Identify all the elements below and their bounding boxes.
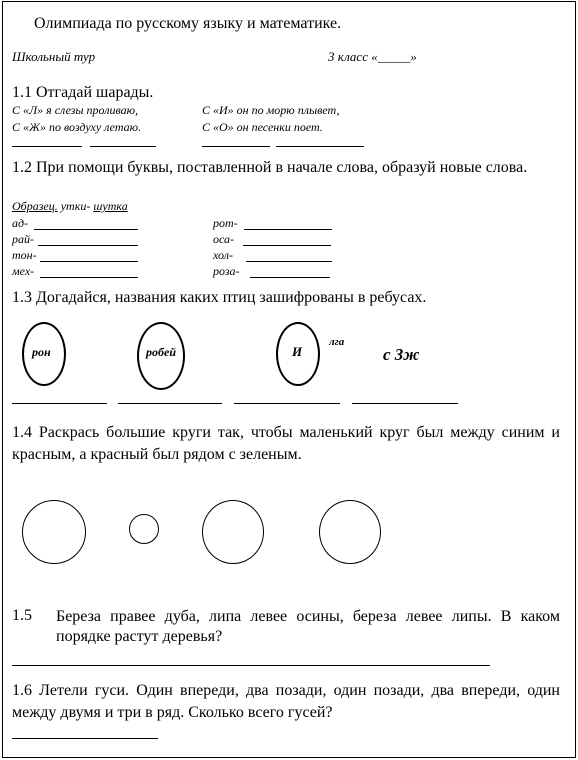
q5-number: 1.5 — [12, 607, 32, 624]
q1-answer-line-3[interactable] — [202, 146, 270, 147]
q3-answer-line-1[interactable] — [12, 403, 107, 404]
q1-line2b: С «О» он песенки поет. — [202, 120, 323, 134]
q3-text: 1.3 Догадайся, названия каких птиц зашифрованы в ребусах. — [12, 289, 427, 306]
q2-text: 1.2 При помощи буквы, поставленной в начале слова, образуй новые слова. — [12, 159, 528, 176]
big-circle-1[interactable] — [22, 500, 86, 564]
q3-answer-line-3[interactable] — [234, 403, 340, 404]
page-title: Олимпиада по русскому языку и математике. — [34, 15, 342, 32]
rebus-3-text: И — [292, 344, 303, 359]
example-word: шутка — [93, 199, 128, 213]
grade-label: 3 класс «_____» — [328, 49, 417, 64]
q2-row4-left: мех- — [12, 264, 35, 278]
big-circle-3[interactable] — [319, 500, 381, 564]
q2-row2-right-line[interactable] — [243, 245, 331, 246]
q1-title: 1.1 Отгадай шарады. — [12, 84, 154, 101]
q1-answer-line-1[interactable] — [12, 146, 82, 147]
example-mid: утки- — [57, 199, 94, 213]
q2-row1-right-line[interactable] — [244, 229, 332, 230]
q5-answer-line[interactable] — [12, 665, 490, 666]
q2-row3-right-line[interactable] — [246, 261, 332, 262]
q2-row4-right-line[interactable] — [250, 277, 330, 278]
q1-answer-line-4[interactable] — [276, 146, 364, 147]
example-label: Образец. — [12, 199, 58, 213]
rebus-2-text: робей — [146, 345, 176, 359]
q6-text: 1.6 Летели гуси. Один впереди, два позади, один позади, два впереди, один между двумя и три в ряд. Сколько всего гусей? — [12, 682, 560, 721]
q6-answer-line[interactable] — [12, 738, 158, 739]
small-circle — [129, 514, 159, 544]
big-circle-2[interactable] — [202, 500, 264, 564]
rebus-1-text: рон — [32, 345, 51, 359]
q5-text: Береза правее дуба, липа левее осины, береза левее липы. В каком порядке растут деревья? — [56, 608, 560, 645]
rebus-4-text: с 3ж — [383, 345, 420, 364]
q2-row3-left: тон- — [12, 248, 37, 262]
q3-answer-line-2[interactable] — [118, 403, 222, 404]
q2-row1-right: рот- — [213, 216, 238, 230]
q1-line2a: С «Ж» по воздуху летаю. — [12, 120, 142, 134]
rebus-3-suffix: лга — [329, 336, 345, 348]
q1-line1b: С «И» он по морю плывет, — [202, 103, 340, 117]
q2-row4-right: роза- — [213, 264, 240, 278]
q2-row1-left: ад- — [12, 216, 29, 230]
q2-row3-right: хол- — [213, 248, 233, 262]
q1-line1a: С «Л» я слезы проливаю, — [12, 103, 139, 117]
q2-row2-left-line[interactable] — [38, 245, 138, 246]
q2-row2-right: оса- — [213, 232, 235, 246]
tour-label: Школьный тур — [12, 49, 96, 64]
q2-row3-left-line[interactable] — [40, 261, 138, 262]
q2-example — [12, 199, 128, 214]
q2-row2-left: рай- — [12, 232, 34, 246]
q2-row1-left-line[interactable] — [34, 229, 138, 230]
q3-answer-line-4[interactable] — [352, 403, 458, 404]
q1-answer-line-2[interactable] — [90, 146, 156, 147]
q2-row4-left-line[interactable] — [40, 277, 138, 278]
q4-text: 1.4 Раскрась большие круги так, чтобы маленький круг был между синим и красным, а красный был рядом с зеленым. — [12, 424, 560, 463]
